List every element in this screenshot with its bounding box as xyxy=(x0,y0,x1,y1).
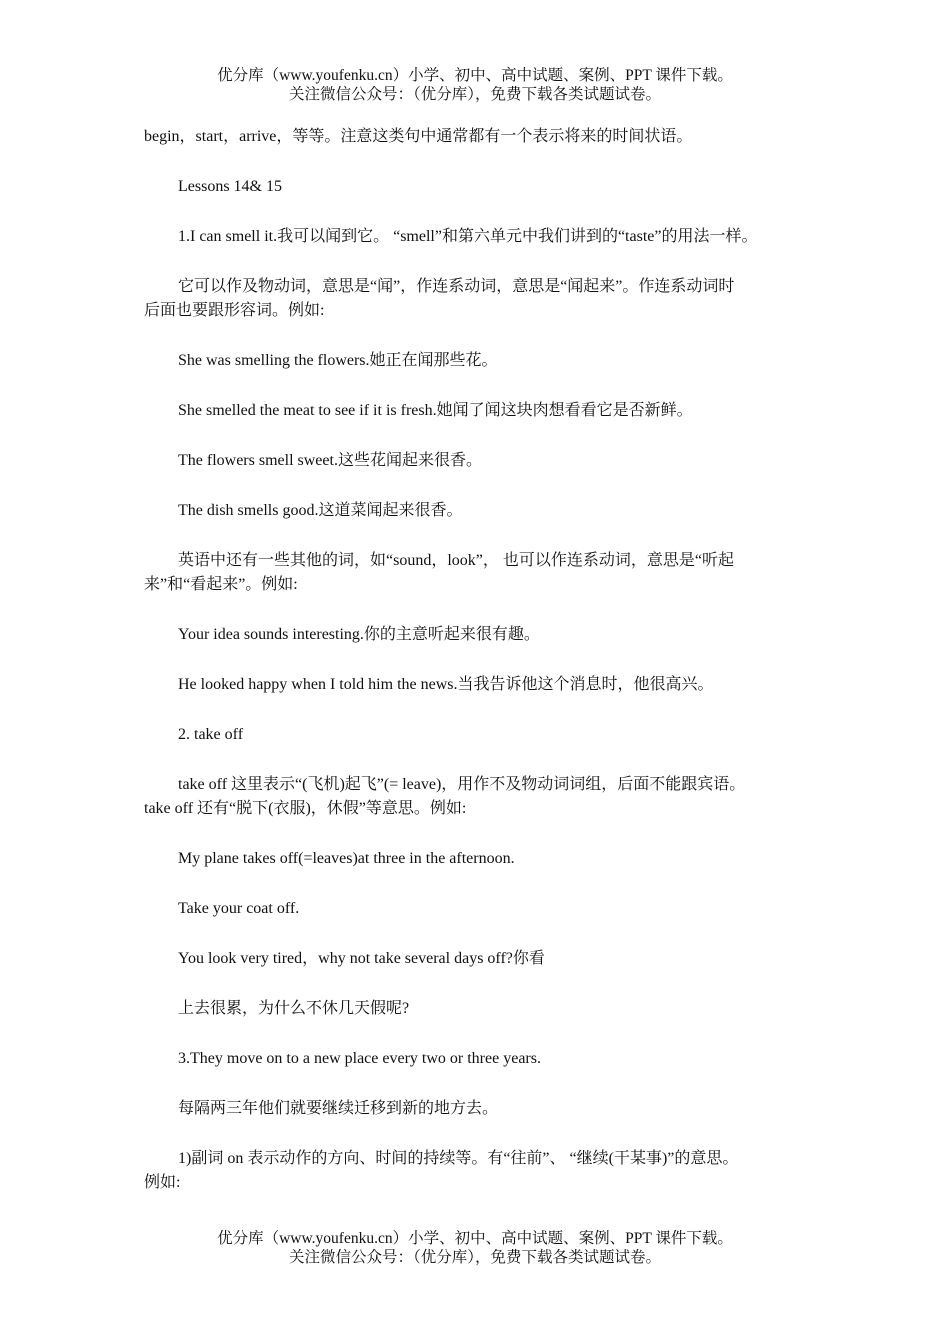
paragraph-line: 例如: xyxy=(144,1174,181,1191)
example-sentence: Your idea sounds interesting.你的主意听起来很有趣。 xyxy=(178,626,540,643)
paragraph-line: 来”和“看起来”。例如: xyxy=(144,576,298,593)
example-sentence: You look very tired，why not take several days off?你看 xyxy=(178,950,545,967)
paragraph: 1.I can smell it.我可以闻到它。 “smell”和第六单元中我们讲到的“taste”的用法一样。 xyxy=(178,228,758,245)
example-sentence: The dish smells good.这道菜闻起来很香。 xyxy=(178,502,463,519)
header-line-1: 优分库（www.youfenku.cn）小学、初中、高中试题、案例、PPT 课件下载。 xyxy=(217,67,733,84)
example-sentence: He looked happy when I told him the news.当我告诉他这个消息时，他很高兴。 xyxy=(178,676,714,693)
section-heading: 3.They move on to a new place every two or three years. xyxy=(178,1050,541,1067)
paragraph-line: take off 还有“脱下(衣服)，休假”等意思。例如: xyxy=(144,800,467,817)
paragraph-line: 1)副词 on 表示动作的方向、时间的持续等。有“往前”、 “继续(干某事)”的意思。 xyxy=(178,1150,739,1167)
lesson-heading: Lessons 14& 15 xyxy=(178,178,282,195)
paragraph xyxy=(144,549,820,597)
paragraph: begin，start，arrive，等等。注意这类句中通常都有一个表示将来的时间状语。 xyxy=(144,128,693,145)
paragraph-line: 英语中还有一些其他的词，如“sound，look”， 也可以作连系动词，意思是“听起 xyxy=(178,552,734,569)
section-heading: 2. take off xyxy=(178,726,244,743)
paragraph: 每隔两三年他们就要继续迁移到新的地方去。 xyxy=(178,1100,499,1117)
paragraph-line: 后面也要跟形容词。例如: xyxy=(144,302,325,319)
page-header xyxy=(0,66,950,104)
page-footer xyxy=(0,1229,950,1267)
header-line-2: 关注微信公众号：（优分库），免费下载各类试题试卷。 xyxy=(288,86,661,103)
example-sentence: 上去很累，为什么不休几天假呢? xyxy=(178,1000,410,1017)
paragraph xyxy=(144,773,820,821)
example-sentence: She was smelling the flowers.她正在闻那些花。 xyxy=(178,352,498,369)
footer-line-2: 关注微信公众号：（优分库），免费下载各类试题试卷。 xyxy=(288,1249,661,1266)
paragraph xyxy=(144,1147,820,1195)
example-sentence: The flowers smell sweet.这些花闻起来很香。 xyxy=(178,452,482,469)
example-sentence: My plane takes off(=leaves)at three in the afternoon. xyxy=(178,850,515,867)
paragraph xyxy=(144,275,820,323)
paragraph-line: 它可以作及物动词，意思是“闻”，作连系动词，意思是“闻起来”。作连系动词时 xyxy=(178,278,735,295)
footer-line-1: 优分库（www.youfenku.cn）小学、初中、高中试题、案例、PPT 课件下载。 xyxy=(217,1230,733,1247)
example-sentence: Take your coat off. xyxy=(178,900,300,917)
paragraph-line: take off 这里表示“(飞机)起飞”(= leave)，用作不及物动词词组，后面不能跟宾语。 xyxy=(178,776,746,793)
document-body xyxy=(144,125,820,1221)
example-sentence: She smelled the meat to see if it is fresh.她闻了闻这块肉想看看它是否新鲜。 xyxy=(178,402,693,419)
